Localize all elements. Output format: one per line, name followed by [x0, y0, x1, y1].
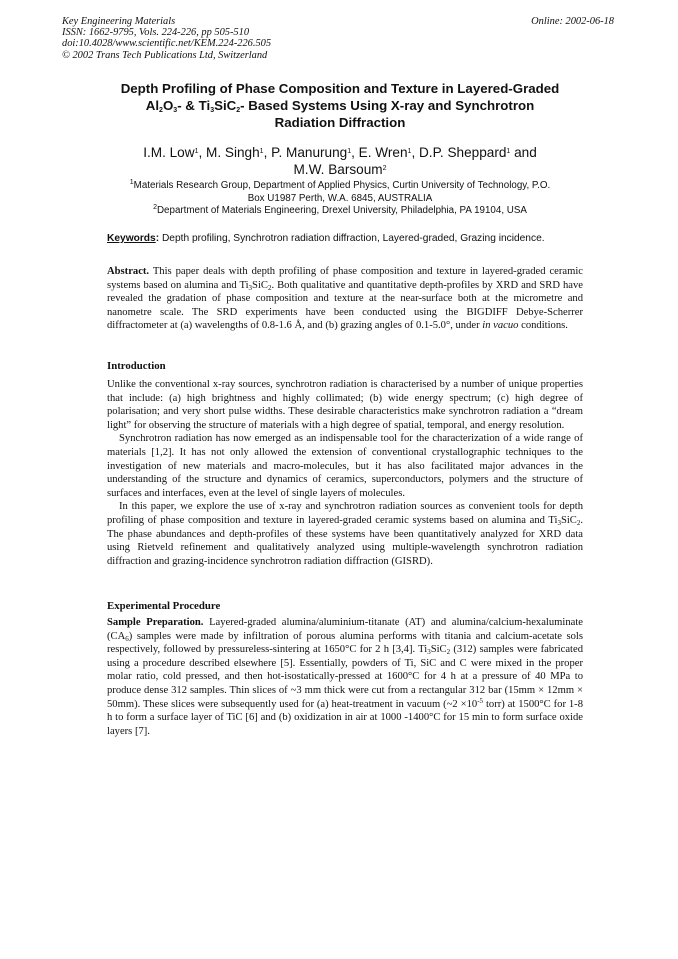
keywords-text: Depth profiling, Synchrotron radiation diffraction, Layered-graded, Grazing incidence.: [159, 233, 545, 244]
paper-title: [90, 80, 590, 131]
journal-name: Key Engineering Materials: [62, 16, 176, 27]
abstract-label: Abstract.: [107, 266, 150, 277]
intro-paragraph-1: Unlike the conventional x-ray sources, synchrotron radiation is characterised by a number of unique properties that include: (a) high brightness and highly collimated; (b) wide energy spectrum; (c) high degree of polarisation; and very short pulse widths. These desirable characteristics make synchrotron radiation a “dream light” for observing the structure of materials with a high degree of spatial, temporal, and energy resolution.: [107, 379, 583, 431]
online-date: Online: 2002-06-18: [531, 16, 614, 27]
intro-paragraph-3: In this paper, we explore the use of x-ray and synchrotron radiation sources as convenient tools for depth profiling of phase composition and texture in layered-graded ceramic systems based on alumina and $Ti_3SiC_2$. The phase abundances and depth-profiles of these systems have been quantitatively analyzed for XRD data using Rietveld refinement and qualitatively analyzed using multiple-wavelength synchrotron radiation diffraction and grazing-incidence synchrotron radiation diffraction (GISRD).: [107, 501, 583, 567]
section-heading-introduction: Introduction: [107, 360, 166, 372]
author-list: I.M. Low$^1$, M. Singh$^1$, P. Manurung$^1$, E. Wren$^1$, D.P. Sheppard$^1$ and M.W. Barsoum$^2$: [143, 145, 537, 177]
introduction-text: [107, 378, 583, 568]
keywords: Keywords: Depth profiling, Synchrotron radiation diffraction, Layered-graded, Grazing incidence.: [107, 233, 545, 244]
doi-line: doi:10.4028/www.scientific.net/KEM.224-226.505: [62, 38, 272, 50]
title-line-3: Radiation Diffraction: [274, 115, 406, 130]
experimental-text: Sample Preparation. Layered-graded alumina/aluminium-titanate (AT) and alumina/calcium-hexaluminate $(CA_6)$ samples were made by infiltration of porous alumina performs with titania and calcium-acetate sols respectively, followed by pressureless-sintering at 1650°C for 2 h [3,4]. $Ti_3SiC_2$ (312) samples were fabricated using a procedure described elsewhere [5]. Essentially, powders of Ti, SiC and C were mixed in the proper molar ratio, cold pressed, and then hot-isostatically-pressed at 1600°C for 4 h at a pressure of 40 MPa to produce dense 312 samples. Thin slices of ~3 mm thick were cut from a rectangular 312 bar (15mm × 12mm × 50mm). These slices were subsequently used for (a) heat-treatment in vacuum (~2 $\times 10^{-5}$ torr) at 1500°C for 1-8 h to form a surface layer of TiC [6] and (b) oxidization in air at 1000 -1400°C for 15 min to form surface oxide layers [7].: [107, 617, 584, 737]
sample-preparation-label: Sample Preparation.: [107, 617, 204, 628]
affiliations: [90, 180, 590, 218]
keywords-label: Keywords: [107, 233, 156, 244]
section-heading-experimental: Experimental Procedure: [107, 600, 221, 612]
issn-line: ISSN: 1662-9795, Vols. 224-226, pp 505-510: [62, 27, 250, 39]
affiliation-1-address: Box U1987 Perth, W.A. 6845, AUSTRALIA: [247, 192, 433, 204]
affiliation-2: $^2$Department of Materials Engineering, Drexel University, Philadelphia, PA 19104, USA: [153, 204, 527, 217]
copyright-line: © 2002 Trans Tech Publications Ltd, Switzerland: [62, 49, 268, 61]
intro-paragraph-2: Synchrotron radiation has now emerged as an indispensable tool for the characterization of a wide range of materials [1,2]. It has not only allowed the extension of conventional crystallographic techniques to the investigation of new materials and macro-molecules, but it has also facilitated major advances in the understanding of the structure and dynamics of ceramics, superconductors, polymers and the structure of surfaces and interfaces, even at the level of single layers of molecules.: [107, 433, 583, 499]
title-line-1: Depth Profiling of Phase Composition and Texture in Layered-Graded: [120, 81, 560, 96]
title-line-2: $Al_2O_3-$ & $Ti_3SiC_2-$ Based Systems Using X-ray and Synchrotron: [145, 98, 535, 114]
affiliation-1: $^1$Materials Research Group, Department of Applied Physics, Curtin University of Technology, P.O.: [129, 179, 551, 191]
journal-header: [62, 16, 482, 61]
abstract: Abstract. This paper deals with depth profiling of phase composition and texture in layered-graded ceramic systems based on alumina and $Ti_3SiC_2$. Both qualitative and quantitative depth-profiles by XRD and SRD have revealed the gradation of phase composition and texture at the near-surface both at the micrometre and nanometre scale. The SRD experiments have been conducted using the BIGDIFF Debye-Scherrer diffractometer at (a) wavelengths of 0.8-1.6 Å, and (b) grazing angles of 0.1-5.0°, under in vacuo conditions.: [107, 266, 584, 332]
